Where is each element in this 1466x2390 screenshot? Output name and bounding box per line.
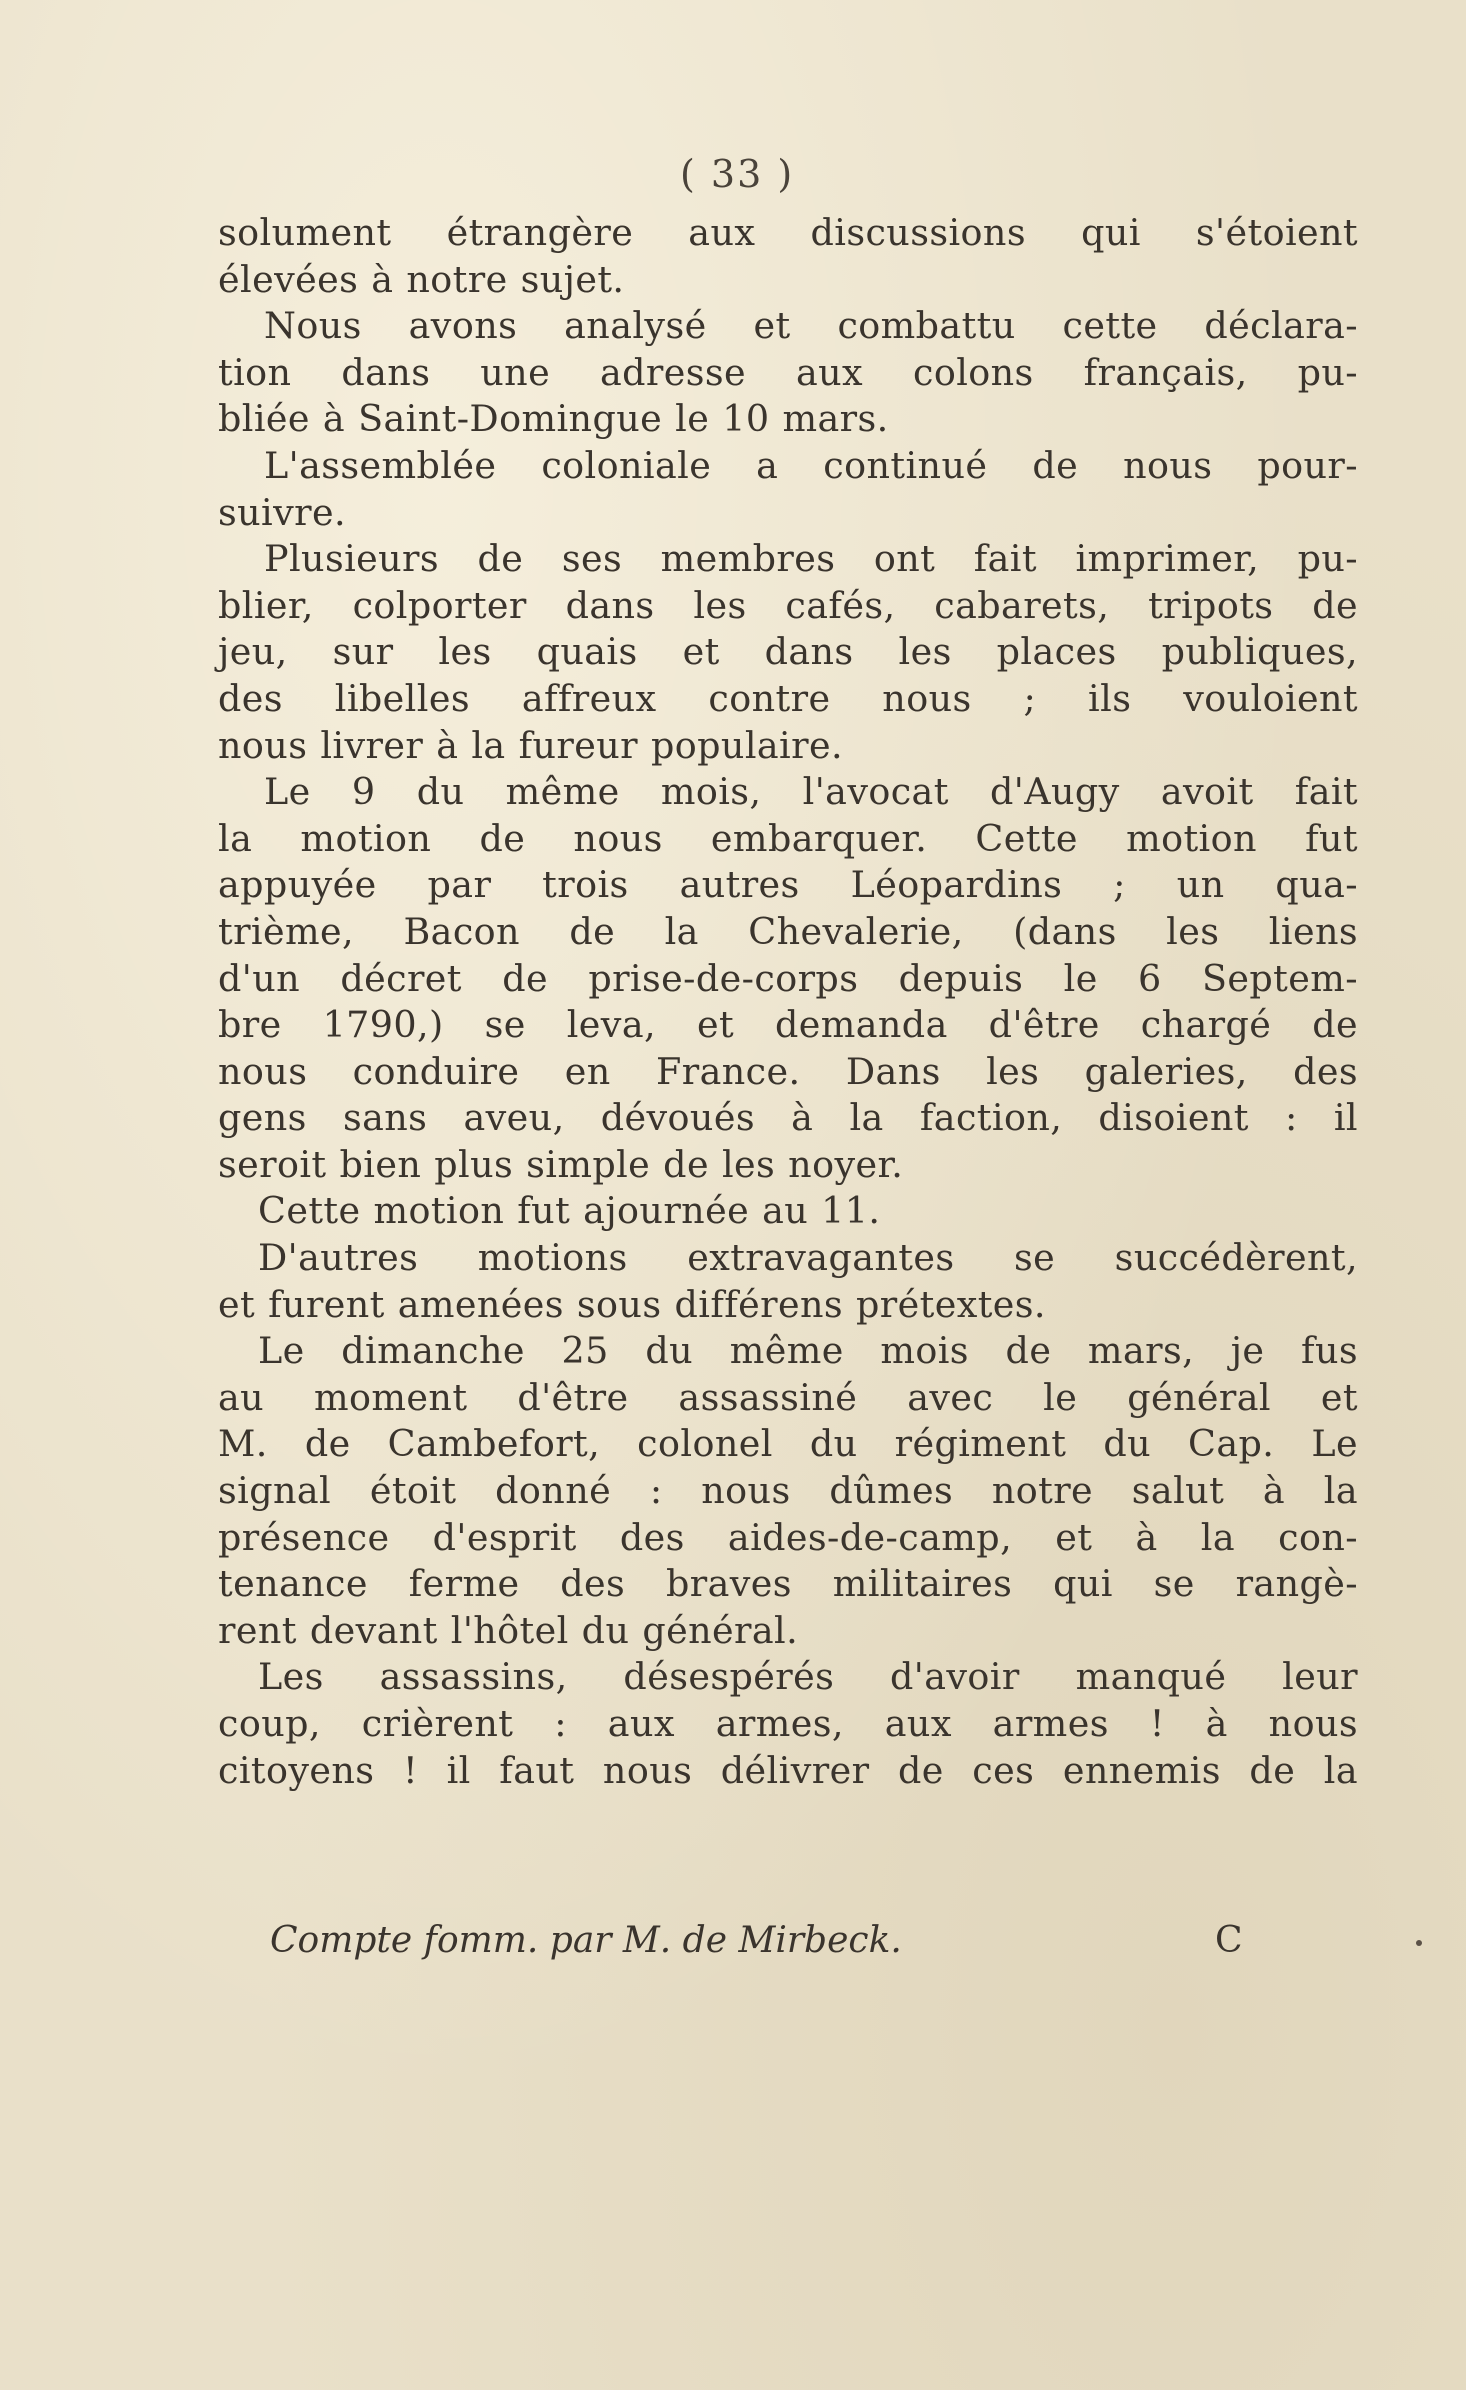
text-line: trième, Bacon de la Chevalerie, (dans les liens bbox=[218, 909, 1358, 953]
text-line: coup, crièrent : aux armes, aux armes ! à nous bbox=[218, 1702, 1358, 1745]
text-line: signal étoit donné : nous dûmes notre salut à la bbox=[218, 1469, 1358, 1513]
text-line: la motion de nous embarquer. Cette motion fut bbox=[218, 816, 1358, 860]
text-line: gens sans aveu, dévoués à la faction, disoient : il bbox=[218, 1096, 1358, 1140]
text-line: bre 1790,) se leva, et demanda d'être chargé de bbox=[218, 1003, 1358, 1047]
footer-reference: Compte fomm. par M. de Mirbeck. bbox=[270, 1920, 902, 1961]
text-line: d'un décret de prise-de-corps depuis le 6 Septem- bbox=[218, 956, 1358, 1000]
text-line: appuyée par trois autres Léopardins ; un qua- bbox=[218, 863, 1358, 907]
signature-mark: C bbox=[1215, 1920, 1243, 1961]
text-line: citoyens ! il faut nous délivrer de ces ennemis de la bbox=[218, 1748, 1358, 1792]
text-line: M. de Cambefort, colonel du régiment du Cap. Le bbox=[218, 1422, 1358, 1466]
page-body-text bbox=[218, 210, 1358, 1794]
text-line: présence d'esprit des aides-de-camp, et à la con- bbox=[218, 1515, 1358, 1559]
text-line: seroit bien plus simple de les noyer. bbox=[218, 1142, 904, 1186]
text-line: tion dans une adresse aux colons français, pu- bbox=[218, 350, 1358, 394]
text-line: élevées à notre sujet. bbox=[218, 257, 625, 301]
text-line: Le 9 du même mois, l'avocat d'Augy avoit fait bbox=[264, 770, 1358, 814]
text-line: tenance ferme des braves militaires qui se rangè- bbox=[218, 1562, 1358, 1606]
text-line: et furent amenées sous différens prétextes. bbox=[218, 1282, 1046, 1326]
ink-dot-mark bbox=[1416, 1940, 1422, 1946]
page-number: ( 33 ) bbox=[680, 152, 795, 196]
text-line: Plusieurs de ses membres ont fait imprimer, pu- bbox=[264, 537, 1358, 581]
text-line: jeu, sur les quais et dans les places publiques, bbox=[218, 630, 1358, 674]
text-line: nous conduire en France. Dans les galeries, des bbox=[218, 1049, 1358, 1093]
text-line: au moment d'être assassiné avec le général et bbox=[218, 1375, 1358, 1419]
text-line: Cette motion fut ajournée au 11. bbox=[258, 1189, 881, 1233]
text-line: rent devant l'hôtel du général. bbox=[218, 1608, 799, 1652]
text-line: solument étrangère aux discussions qui s'étoient bbox=[218, 211, 1358, 254]
text-line: Le dimanche 25 du même mois de mars, je fus bbox=[258, 1329, 1358, 1373]
text-line: D'autres motions extravagantes se succédèrent, bbox=[258, 1236, 1358, 1280]
text-line: des libelles affreux contre nous ; ils vouloient bbox=[218, 676, 1358, 720]
text-line: blier, colporter dans les cafés, cabarets, tripots de bbox=[218, 583, 1358, 627]
text-line: bliée à Saint-Domingue le 10 mars. bbox=[218, 397, 889, 441]
text-line: Nous avons analysé et combattu cette déclara- bbox=[264, 304, 1358, 348]
text-line: L'assemblée coloniale a continué de nous pour- bbox=[264, 443, 1358, 487]
text-line: nous livrer à la fureur populaire. bbox=[218, 723, 843, 767]
page-footer bbox=[270, 1920, 1270, 1961]
text-line: Les assassins, désespérés d'avoir manqué leur bbox=[258, 1655, 1358, 1699]
text-line: suivre. bbox=[218, 490, 346, 534]
